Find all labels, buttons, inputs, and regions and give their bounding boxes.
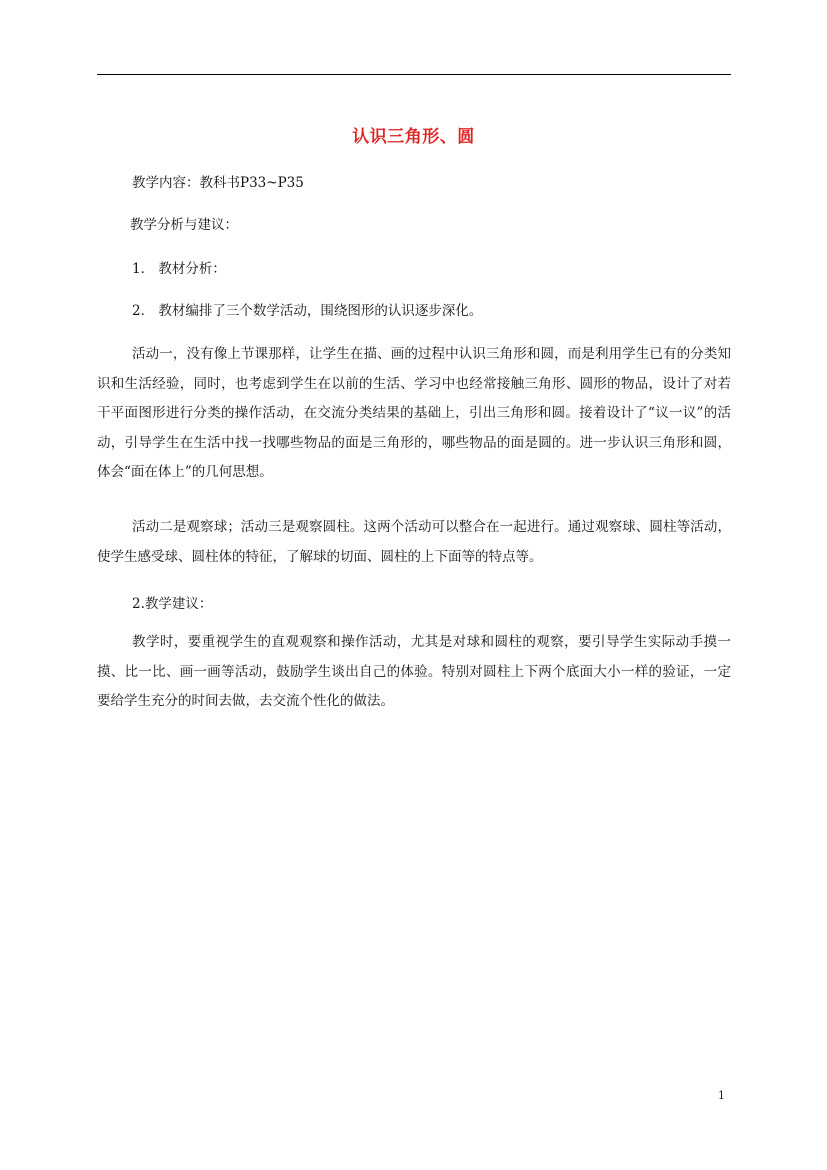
analysis-heading: 教学分析与建议：: [130, 217, 238, 233]
paragraph-activity-one: 活动一，没有像上节课那样，让学生在描、画的过程中认识三角形和圆，而是利用学生已有的分类知识和生活经验，同时，也考虑到学生在以前的生活、学习中也经常接触三角形、圆形的物品，设计了对若干平面图形进行分类的操作活动，在交流分类结果的基础上，引出三角形和圆。接着设计了“议一议”的活动，引导学生在生活中找一找哪些物品的面是三角形的，哪些物品的面是圆的。进一步认识三角形和圆，体会“面在体上”的几何思想。: [97, 346, 731, 480]
paragraph-activity-two-three: 活动二是观察球；活动三是观察圆柱。这两个活动可以整合在一起进行。通过观察球、圆柱等活动，使学生感受球、圆柱体的特征，了解球的切面、圆柱的上下面等的特点等。: [97, 519, 731, 565]
paragraph-teaching-suggestion: 教学时，要重视学生的直观观察和操作活动，尤其是对球和圆柱的观察，要引导学生实际动手摸一摸、比一比、画一画等活动，鼓励学生谈出自己的体验。特别对圆柱上下两个底面大小一样的验证，一定要给学生充分的时间去做，去交流个性化的做法。: [97, 634, 731, 709]
document-title: 认识三角形、圆: [352, 127, 475, 147]
list-item-material-analysis: 1． 教材分析：: [132, 261, 226, 277]
teaching-content-line: 教学内容：教科书P33~P35: [132, 175, 304, 191]
suggestion-heading: 2.教学建议：: [132, 596, 213, 612]
list-item-material-arrangement: 2． 教材编排了三个数学活动，围绕图形的认识逐步深化。: [132, 303, 483, 319]
page-number: 1: [718, 1089, 725, 1102]
header-rule: [97, 74, 731, 75]
